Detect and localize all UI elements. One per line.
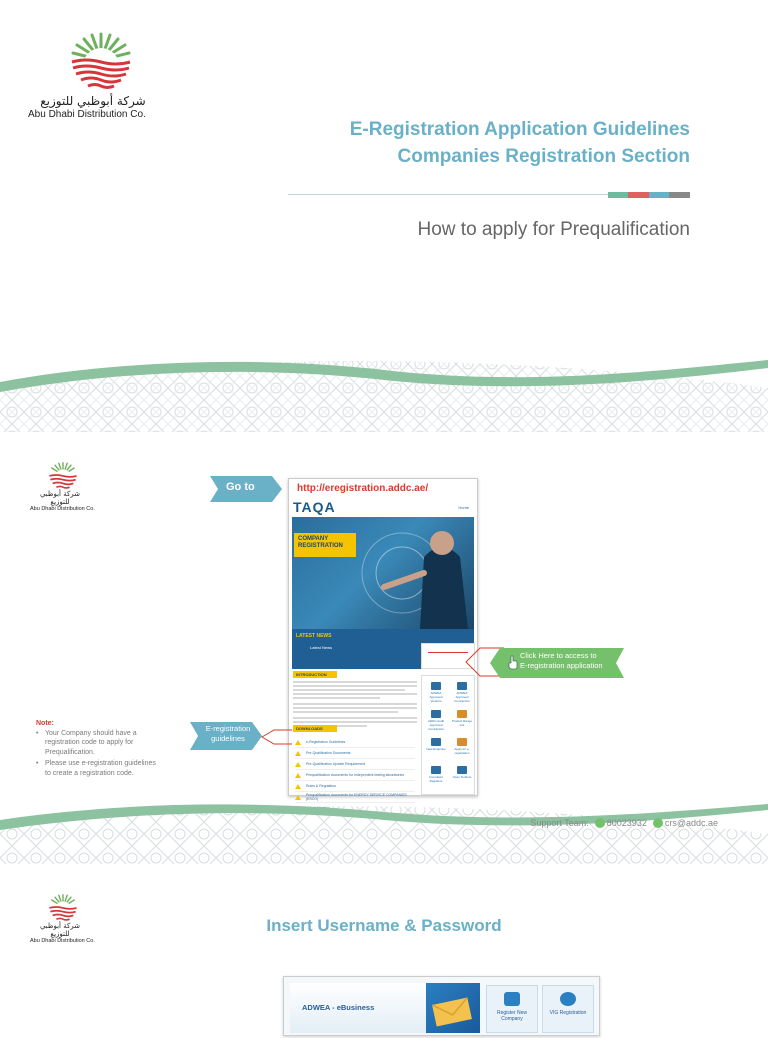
title-line-2: Companies Registration Section xyxy=(397,146,690,167)
side-tile[interactable]: ADWEA Approved Contractors xyxy=(450,682,474,702)
download-item[interactable]: e-Registration Guidelines xyxy=(295,737,415,748)
register-icon xyxy=(504,992,520,1006)
side-tile[interactable]: ADDC Audit Approved Contractors xyxy=(424,710,448,730)
logo-arabic-name: شركة أبوظبي للتوزيع xyxy=(39,922,81,938)
page-title xyxy=(350,116,690,170)
note-box xyxy=(36,719,156,778)
color-bar-segment-4 xyxy=(669,192,690,198)
download-item[interactable]: Pre-Qualification Update Requirement xyxy=(295,759,415,770)
login-slide-title: Insert Username & Password xyxy=(266,916,502,935)
site-hero-banner xyxy=(292,517,474,629)
download-item[interactable]: Rules & Regulation xyxy=(295,781,415,792)
support-info xyxy=(530,818,718,828)
latest-news-title: LATEST NEWS xyxy=(296,633,332,639)
logo-emblem-icon xyxy=(46,460,80,490)
hero-badge: COMPANY REGISTRATION xyxy=(294,533,356,557)
download-item[interactable]: Prequalification documents for Independent testing laboratories xyxy=(295,770,415,781)
site-home-link[interactable]: Home xyxy=(458,505,469,510)
color-bar-segment-2 xyxy=(628,192,649,198)
site-logo: TAQA xyxy=(293,499,336,515)
vig-registration-tile[interactable]: VIG Registration xyxy=(542,985,594,1033)
logo-emblem-icon xyxy=(66,28,136,92)
guidelines-connector-line xyxy=(260,728,292,746)
slide-go-to-website xyxy=(0,432,768,864)
wrench-icon xyxy=(560,992,576,1006)
side-links-box xyxy=(421,675,475,795)
latest-news-item[interactable]: Latest News xyxy=(310,645,333,650)
color-bar-segment-1 xyxy=(608,192,628,198)
download-item[interactable]: Pre-Qualification Documents xyxy=(295,748,415,759)
downloads-label: DOWNLOADS xyxy=(293,725,337,732)
cta-label-line-1: Click Here to access to xyxy=(520,651,597,660)
color-bar-segment-3 xyxy=(649,192,669,198)
website-screenshot xyxy=(288,478,478,801)
title-divider xyxy=(288,194,608,195)
side-tile[interactable]: New Enquiries xyxy=(424,738,448,758)
support-label: Support Team: xyxy=(530,818,589,828)
introduction-text xyxy=(293,681,417,729)
logo-arabic-name: شركة أبوظبي للتوزيع xyxy=(39,490,81,506)
guidelines-label xyxy=(198,724,258,744)
email-icon xyxy=(653,818,663,828)
logo-english-name: Abu Dhabi Distribution Co. xyxy=(30,938,95,944)
wave-pattern-decoration xyxy=(0,798,768,864)
guidelines-label-line-1: E-registration xyxy=(205,724,251,733)
adwea-portal-screenshot xyxy=(283,976,600,1036)
support-phone[interactable]: 80023932 xyxy=(606,818,647,828)
logo-english-name: Abu Dhabi Distribution Co. xyxy=(30,506,95,512)
title-line-1: E-Registration Application Guidelines xyxy=(349,119,690,140)
side-tile[interactable]: Product Range List xyxy=(450,710,474,730)
support-email[interactable]: crs@addc.ae xyxy=(664,818,718,828)
note-item: • Your Company should have a registration code to apply for Prequalification. xyxy=(36,729,156,758)
note-item: • Please use e-registration guidelines to create a registration code. xyxy=(36,759,156,778)
side-tile[interactable]: ADWEA Approved Vendors xyxy=(424,682,448,702)
introduction-label: INTRODUCTION xyxy=(293,671,337,678)
company-logo xyxy=(28,28,168,120)
slide-title xyxy=(0,0,768,432)
website-url-link[interactable]: http://eregistration.addc.ae/ xyxy=(297,483,429,494)
phone-icon xyxy=(595,818,605,828)
register-new-company-tile[interactable]: Register New Company xyxy=(486,985,538,1033)
logo-arabic-name: شركة أبوظبي للتوزيع xyxy=(40,94,146,108)
pointer-hand-icon xyxy=(508,655,518,669)
page-subtitle: How to apply for Prequalification xyxy=(417,219,690,240)
side-tile[interactable]: Open Tenders xyxy=(450,766,474,786)
side-tile[interactable]: Apply for e-registration xyxy=(450,738,474,758)
cta-label-line-2: E-registration application xyxy=(520,661,603,670)
company-logo-small xyxy=(30,460,102,512)
go-to-label: Go to xyxy=(226,481,255,493)
slide-login xyxy=(0,864,768,1024)
guidelines-label-line-2: guidelines xyxy=(211,734,245,743)
side-tile[interactable]: Consultant Registers xyxy=(424,766,448,786)
note-title: Note: xyxy=(36,720,54,727)
logo-english-name: Abu Dhabi Distribution Co. xyxy=(28,109,146,120)
cta-label xyxy=(520,651,603,671)
portal-name: ADWEA - eBusiness xyxy=(302,1003,375,1012)
download-item[interactable]: Prequalification documents for ENERGY SERVICE COMPANIES (ESCO) xyxy=(295,792,415,803)
envelope-icon xyxy=(426,983,480,1033)
wave-pattern-decoration xyxy=(0,352,768,432)
